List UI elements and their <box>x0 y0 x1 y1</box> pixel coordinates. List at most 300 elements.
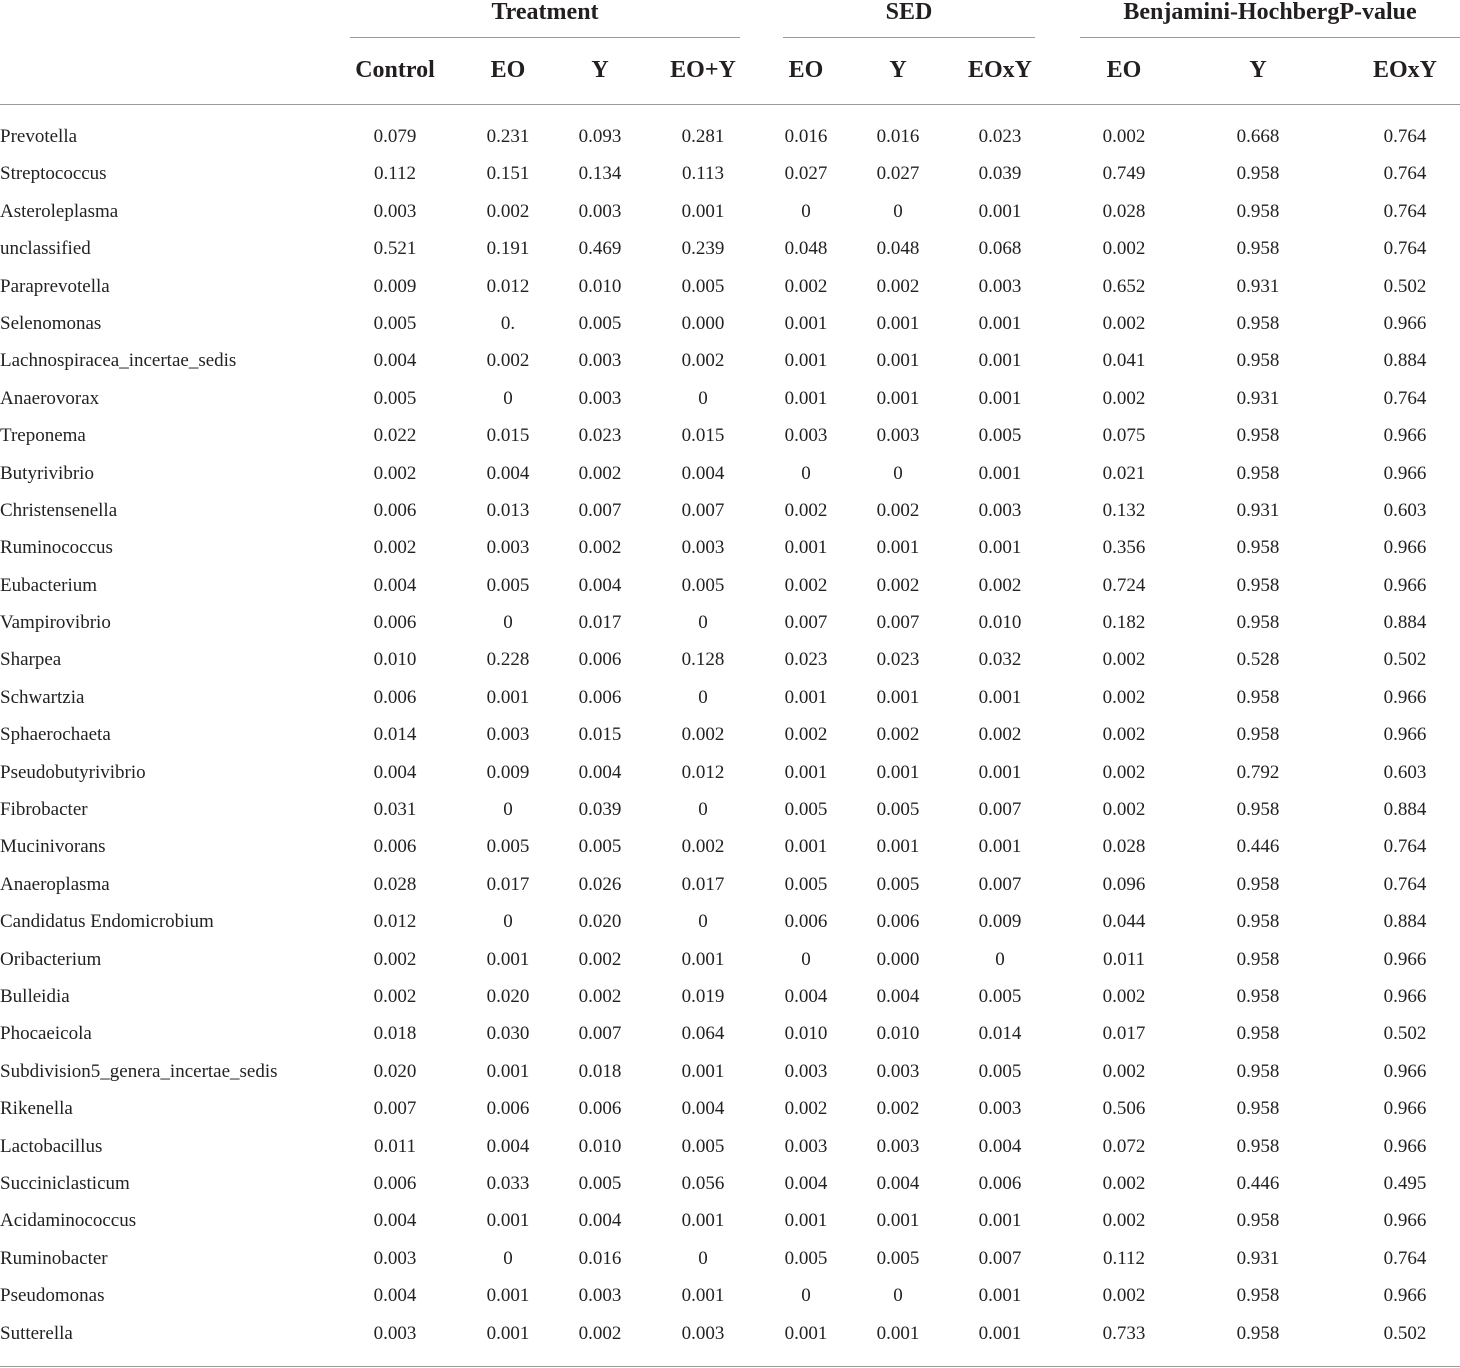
genus-name: Sutterella <box>0 1322 73 1344</box>
value-cell: 0.005 <box>681 1135 725 1157</box>
value-cell: 0.005 <box>784 873 828 895</box>
value-cell: 0.072 <box>1102 1135 1146 1157</box>
value-cell: 0.003 <box>373 200 417 222</box>
value-cell: 0.048 <box>784 238 828 260</box>
value-cell: 0.001 <box>784 312 828 334</box>
table-row <box>0 641 1460 678</box>
value-cell: 0 <box>698 911 708 933</box>
value-cell: 0.191 <box>486 238 530 260</box>
value-cell: 0.966 <box>1383 1098 1427 1120</box>
value-cell: 0.958 <box>1236 1135 1280 1157</box>
value-cell: 0 <box>698 612 708 634</box>
value-cell: 0.014 <box>373 724 417 746</box>
genus-name: Treponema <box>0 425 86 447</box>
value-cell: 0.966 <box>1383 1060 1427 1082</box>
value-cell: 0 <box>801 948 811 970</box>
table-row <box>0 118 1460 155</box>
value-cell: 0.012 <box>681 761 725 783</box>
value-cell: 0.019 <box>681 985 725 1007</box>
col-header-eo-plus-y: EO+Y <box>670 57 736 83</box>
value-cell: 0.128 <box>681 649 725 671</box>
value-cell: 0.931 <box>1236 1247 1280 1269</box>
value-cell: 0.006 <box>373 836 417 858</box>
value-cell: 0 <box>698 686 708 708</box>
value-cell: 0.958 <box>1236 948 1280 970</box>
value-cell: 0.003 <box>876 1135 920 1157</box>
value-cell: 0 <box>503 387 513 409</box>
value-cell: 0.002 <box>578 948 622 970</box>
value-cell: 0.007 <box>373 1098 417 1120</box>
value-cell: 0.004 <box>486 1135 530 1157</box>
value-cell: 0.006 <box>578 1098 622 1120</box>
value-cell: 0.023 <box>784 649 828 671</box>
value-cell: 0.016 <box>784 126 828 147</box>
value-cell: 0.764 <box>1383 873 1427 895</box>
value-cell: 0 <box>801 1285 811 1307</box>
value-cell: 0.002 <box>578 985 622 1007</box>
genus-name: Oribacterium <box>0 948 102 970</box>
value-cell: 0.004 <box>373 1285 417 1307</box>
value-cell: 0.884 <box>1383 799 1427 821</box>
value-cell: 0.001 <box>978 686 1022 708</box>
value-cell: 0.003 <box>578 200 622 222</box>
value-cell: 0.002 <box>681 724 725 746</box>
value-cell: 0.001 <box>978 387 1022 409</box>
table-row <box>0 978 1460 1015</box>
value-cell: 0.749 <box>1102 163 1146 185</box>
value-cell: 0.958 <box>1236 350 1280 372</box>
table-row <box>0 1165 1460 1202</box>
value-cell: 0.001 <box>681 1210 725 1232</box>
value-cell: 0.001 <box>784 686 828 708</box>
group-rule-bh-pvalue <box>1080 37 1460 38</box>
value-cell: 0.502 <box>1383 649 1427 671</box>
value-cell: 0.966 <box>1383 1285 1427 1307</box>
value-cell: 0.018 <box>578 1060 622 1082</box>
value-cell: 0.446 <box>1236 1172 1280 1194</box>
value-cell: 0.002 <box>1102 312 1146 334</box>
value-cell: 0.884 <box>1383 612 1427 634</box>
value-cell: 0.502 <box>1383 1023 1427 1045</box>
value-cell: 0.000 <box>681 312 725 334</box>
value-cell: 0.003 <box>373 1247 417 1269</box>
value-cell: 0.001 <box>876 761 920 783</box>
value-cell: 0.958 <box>1236 911 1280 933</box>
genus-name: Rikenella <box>0 1098 73 1120</box>
value-cell: 0 <box>801 462 811 484</box>
value-cell: 0.002 <box>1102 761 1146 783</box>
value-cell: 0.002 <box>876 499 920 521</box>
value-cell: 0.001 <box>978 836 1022 858</box>
table-row <box>0 941 1460 978</box>
value-cell: 0.016 <box>578 1247 622 1269</box>
value-cell: 0.958 <box>1236 1322 1280 1344</box>
value-cell: 0.015 <box>486 425 530 447</box>
col-header-bh-y: Y <box>1249 57 1267 83</box>
value-cell: 0.002 <box>1102 1172 1146 1194</box>
value-cell: 0.884 <box>1383 911 1427 933</box>
value-cell: 0.003 <box>978 275 1022 297</box>
value-cell: 0.003 <box>578 350 622 372</box>
value-cell: 0.020 <box>578 911 622 933</box>
value-cell: 0 <box>698 1247 708 1269</box>
value-cell: 0.002 <box>978 574 1022 596</box>
value-cell: 0.001 <box>681 948 725 970</box>
value-cell: 0.014 <box>978 1023 1022 1045</box>
value-cell: 0.003 <box>978 499 1022 521</box>
value-cell: 0.022 <box>373 425 417 447</box>
value-cell: 0.764 <box>1383 200 1427 222</box>
value-cell: 0.002 <box>1102 799 1146 821</box>
value-cell: 0.469 <box>578 238 622 260</box>
value-cell: 0.010 <box>373 649 417 671</box>
value-cell: 0.001 <box>784 1210 828 1232</box>
value-cell: 0.031 <box>373 799 417 821</box>
genus-name: unclassified <box>0 238 91 260</box>
value-cell: 0.001 <box>978 1285 1022 1307</box>
value-cell: 0.006 <box>373 612 417 634</box>
value-cell: 0.004 <box>373 761 417 783</box>
value-cell: 0.958 <box>1236 462 1280 484</box>
value-cell: 0.010 <box>578 1135 622 1157</box>
value-cell: 0.007 <box>978 1247 1022 1269</box>
table-row <box>0 754 1460 791</box>
value-cell: 0.001 <box>876 350 920 372</box>
value-cell: 0.003 <box>681 537 725 559</box>
value-cell: 0.958 <box>1236 163 1280 185</box>
value-cell: 0.007 <box>681 499 725 521</box>
group-rule-sed <box>783 37 1035 38</box>
table-row <box>0 1240 1460 1277</box>
col-header-bh-eoxy: EOxY <box>1372 57 1437 83</box>
value-cell: 0.007 <box>784 612 828 634</box>
value-cell: 0.001 <box>978 200 1022 222</box>
value-cell: 0.001 <box>978 312 1022 334</box>
genus-name: Sphaerochaeta <box>0 724 111 746</box>
value-cell: 0.792 <box>1236 761 1280 783</box>
genus-name: Bulleidia <box>0 985 70 1007</box>
genus-name: Pseudomonas <box>0 1285 105 1307</box>
table-row <box>0 529 1460 566</box>
value-cell: 0.003 <box>784 425 828 447</box>
value-cell: 0.023 <box>978 126 1022 147</box>
value-cell: 0.003 <box>784 1060 828 1082</box>
value-cell: 0.028 <box>1102 200 1146 222</box>
value-cell: 0.958 <box>1236 873 1280 895</box>
value-cell: 0.013 <box>486 499 530 521</box>
header-bottom-rule <box>0 104 1460 105</box>
value-cell: 0.004 <box>876 985 920 1007</box>
value-cell: 0.004 <box>578 574 622 596</box>
value-cell: 0.002 <box>1102 1285 1146 1307</box>
value-cell: 0.005 <box>978 1060 1022 1082</box>
group-header-sed: SED <box>885 0 933 25</box>
value-cell: 0.958 <box>1236 1023 1280 1045</box>
value-cell: 0.002 <box>681 350 725 372</box>
value-cell: 0.004 <box>373 350 417 372</box>
genus-name: Acidaminococcus <box>0 1210 137 1232</box>
value-cell: 0.004 <box>373 1210 417 1232</box>
value-cell: 0.958 <box>1236 1210 1280 1232</box>
value-cell: 0.966 <box>1383 724 1427 746</box>
value-cell: 0.001 <box>486 948 530 970</box>
genus-name: Subdivision5_genera_incertae_sedis <box>0 1060 278 1082</box>
group-header-treatment: Treatment <box>491 0 599 25</box>
value-cell: 0.012 <box>486 275 530 297</box>
value-cell: 0.003 <box>784 1135 828 1157</box>
value-cell: 0.002 <box>784 499 828 521</box>
genus-name: Candidatus Endomicrobium <box>0 911 214 933</box>
value-cell: 0 <box>893 200 903 222</box>
value-cell: 0.966 <box>1383 537 1427 559</box>
value-cell: 0.004 <box>681 1098 725 1120</box>
value-cell: 0.764 <box>1383 238 1427 260</box>
genus-name: Anaeroplasma <box>0 873 110 895</box>
value-cell: 0.010 <box>876 1023 920 1045</box>
value-cell: 0.002 <box>1102 1060 1146 1082</box>
value-cell: 0.966 <box>1383 985 1427 1007</box>
genus-name: Ruminobacter <box>0 1247 108 1269</box>
value-cell: 0.958 <box>1236 686 1280 708</box>
table-row <box>0 1277 1460 1314</box>
value-cell: 0.958 <box>1236 312 1280 334</box>
group-header-bh-pvalue: Benjamini-HochbergP-value <box>1123 0 1417 25</box>
table-row <box>0 716 1460 753</box>
value-cell: 0.006 <box>578 649 622 671</box>
table-row <box>0 604 1460 641</box>
genus-name: Selenomonas <box>0 312 102 334</box>
value-cell: 0.733 <box>1102 1322 1146 1344</box>
value-cell: 0.001 <box>978 1322 1022 1344</box>
value-cell: 0.005 <box>373 312 417 334</box>
value-cell: 0.006 <box>373 1172 417 1194</box>
value-cell: 0 <box>801 200 811 222</box>
value-cell: 0.958 <box>1236 724 1280 746</box>
value-cell: 0.006 <box>373 499 417 521</box>
value-cell: 0.001 <box>978 537 1022 559</box>
value-cell: 0.001 <box>486 1322 530 1344</box>
value-cell: 0.132 <box>1102 499 1146 521</box>
value-cell: 0.239 <box>681 238 725 260</box>
value-cell: 0.009 <box>486 761 530 783</box>
value-cell: 0.724 <box>1102 574 1146 596</box>
table-row <box>0 1015 1460 1052</box>
value-cell: 0.001 <box>681 1285 725 1307</box>
table-row <box>0 1053 1460 1090</box>
value-cell: 0.001 <box>784 836 828 858</box>
col-header-y: Y <box>591 57 609 83</box>
value-cell: 0.001 <box>784 1322 828 1344</box>
value-cell: 0.002 <box>784 574 828 596</box>
value-cell: 0.001 <box>876 1322 920 1344</box>
value-cell: 0.001 <box>681 200 725 222</box>
value-cell: 0.005 <box>876 873 920 895</box>
value-cell: 0.002 <box>373 948 417 970</box>
value-cell: 0.028 <box>1102 836 1146 858</box>
value-cell: 0.002 <box>784 1098 828 1120</box>
genus-name: Paraprevotella <box>0 275 110 297</box>
value-cell: 0.005 <box>978 985 1022 1007</box>
value-cell: 0.231 <box>486 126 530 147</box>
value-cell: 0.005 <box>578 312 622 334</box>
value-cell: 0.015 <box>681 425 725 447</box>
value-cell: 0.668 <box>1236 126 1280 147</box>
value-cell: 0.030 <box>486 1023 530 1045</box>
genus-name: Streptococcus <box>0 163 107 185</box>
value-cell: 0.005 <box>978 425 1022 447</box>
value-cell: 0.002 <box>978 724 1022 746</box>
genus-name: Ruminococcus <box>0 537 113 559</box>
value-cell: 0.002 <box>784 275 828 297</box>
value-cell: 0.764 <box>1383 836 1427 858</box>
table-row <box>0 492 1460 529</box>
value-cell: 0.007 <box>978 873 1022 895</box>
value-cell: 0.004 <box>784 985 828 1007</box>
value-cell: 0.002 <box>1102 238 1146 260</box>
value-cell: 0.001 <box>978 350 1022 372</box>
value-cell: 0.001 <box>486 1060 530 1082</box>
value-cell: 0.007 <box>978 799 1022 821</box>
col-header-bh-eo: EO <box>1106 57 1142 83</box>
value-cell: 0.001 <box>978 761 1022 783</box>
value-cell: 0.017 <box>1102 1023 1146 1045</box>
value-cell: 0 <box>503 799 513 821</box>
table-row <box>0 567 1460 604</box>
genus-name: Lachnospiracea_incertae_sedis <box>0 350 237 372</box>
value-cell: 0.001 <box>876 387 920 409</box>
value-cell: 0.002 <box>578 462 622 484</box>
table-row <box>0 417 1460 454</box>
value-cell: 0.134 <box>578 163 622 185</box>
value-cell: 0.931 <box>1236 499 1280 521</box>
value-cell: 0.003 <box>578 1285 622 1307</box>
genus-name: Succiniclasticum <box>0 1172 130 1194</box>
value-cell: 0.002 <box>373 537 417 559</box>
col-header-control: Control <box>355 57 435 83</box>
value-cell: 0.001 <box>784 387 828 409</box>
col-header-sed-eo: EO <box>788 57 824 83</box>
value-cell: 0.884 <box>1383 350 1427 372</box>
genus-name: Fibrobacter <box>0 799 88 821</box>
value-cell: 0.002 <box>578 537 622 559</box>
value-cell: 0.006 <box>373 686 417 708</box>
value-cell: 0.356 <box>1102 537 1146 559</box>
table-row <box>0 679 1460 716</box>
value-cell: 0.001 <box>876 686 920 708</box>
genus-name: Eubacterium <box>0 574 98 596</box>
value-cell: 0.001 <box>876 537 920 559</box>
genus-name: Schwartzia <box>0 686 85 708</box>
value-cell: 0.502 <box>1383 275 1427 297</box>
value-cell: 0.495 <box>1383 1172 1427 1194</box>
value-cell: 0.003 <box>876 425 920 447</box>
value-cell: 0.966 <box>1383 462 1427 484</box>
value-cell: 0.075 <box>1102 425 1146 447</box>
value-cell: 0.003 <box>681 1322 725 1344</box>
value-cell: 0.017 <box>486 873 530 895</box>
value-cell: 0.446 <box>1236 836 1280 858</box>
value-cell: 0.002 <box>876 574 920 596</box>
value-cell: 0.068 <box>978 238 1022 260</box>
value-cell: 0.018 <box>373 1023 417 1045</box>
value-cell: 0.764 <box>1383 1247 1427 1269</box>
value-cell: 0.001 <box>486 1285 530 1307</box>
value-cell: 0 <box>995 948 1005 970</box>
value-cell: 0.005 <box>578 1172 622 1194</box>
table-row <box>0 305 1460 342</box>
value-cell: 0.002 <box>1102 686 1146 708</box>
value-cell: 0.056 <box>681 1172 725 1194</box>
value-cell: 0.764 <box>1383 126 1427 147</box>
value-cell: 0.958 <box>1236 425 1280 447</box>
value-cell: 0.096 <box>1102 873 1146 895</box>
value-cell: 0.958 <box>1236 985 1280 1007</box>
value-cell: 0.966 <box>1383 1135 1427 1157</box>
value-cell: 0.002 <box>876 1098 920 1120</box>
value-cell: 0. <box>500 312 516 334</box>
value-cell: 0.603 <box>1383 761 1427 783</box>
value-cell: 0 <box>698 387 708 409</box>
value-cell: 0.958 <box>1236 1285 1280 1307</box>
value-cell: 0.000 <box>876 948 920 970</box>
value-cell: 0.003 <box>578 387 622 409</box>
value-cell: 0.039 <box>578 799 622 821</box>
group-rule-treatment <box>350 37 740 38</box>
value-cell: 0.001 <box>978 462 1022 484</box>
table-body <box>0 118 1460 1352</box>
value-cell: 0.506 <box>1102 1098 1146 1120</box>
value-cell: 0.006 <box>876 911 920 933</box>
value-cell: 0.003 <box>486 724 530 746</box>
table-row <box>0 866 1460 903</box>
col-header-sed-y: Y <box>889 57 907 83</box>
value-cell: 0.002 <box>681 836 725 858</box>
value-cell: 0.005 <box>578 836 622 858</box>
value-cell: 0.958 <box>1236 200 1280 222</box>
value-cell: 0.010 <box>978 612 1022 634</box>
value-cell: 0.023 <box>876 649 920 671</box>
value-cell: 0.048 <box>876 238 920 260</box>
value-cell: 0.002 <box>876 724 920 746</box>
value-cell: 0 <box>893 462 903 484</box>
table-row <box>0 193 1460 230</box>
table-row <box>0 791 1460 828</box>
value-cell: 0.958 <box>1236 612 1280 634</box>
value-cell: 0.228 <box>486 649 530 671</box>
value-cell: 0.005 <box>876 1247 920 1269</box>
value-cell: 0.033 <box>486 1172 530 1194</box>
value-cell: 0.027 <box>876 163 920 185</box>
value-cell: 0.020 <box>486 985 530 1007</box>
value-cell: 0.079 <box>373 126 417 147</box>
value-cell: 0.002 <box>486 350 530 372</box>
value-cell: 0.502 <box>1383 1322 1427 1344</box>
value-cell: 0.017 <box>681 873 725 895</box>
value-cell: 0.020 <box>373 1060 417 1082</box>
value-cell: 0.004 <box>784 1172 828 1194</box>
value-cell: 0 <box>503 911 513 933</box>
value-cell: 0.001 <box>876 1210 920 1232</box>
value-cell: 0 <box>893 1285 903 1307</box>
value-cell: 0.026 <box>578 873 622 895</box>
genus-name: Christensenella <box>0 499 118 521</box>
value-cell: 0.113 <box>681 163 725 185</box>
value-cell: 0.007 <box>578 499 622 521</box>
value-cell: 0.931 <box>1236 275 1280 297</box>
col-header-eo: EO <box>490 57 526 83</box>
value-cell: 0.652 <box>1102 275 1146 297</box>
value-cell: 0.002 <box>1102 985 1146 1007</box>
